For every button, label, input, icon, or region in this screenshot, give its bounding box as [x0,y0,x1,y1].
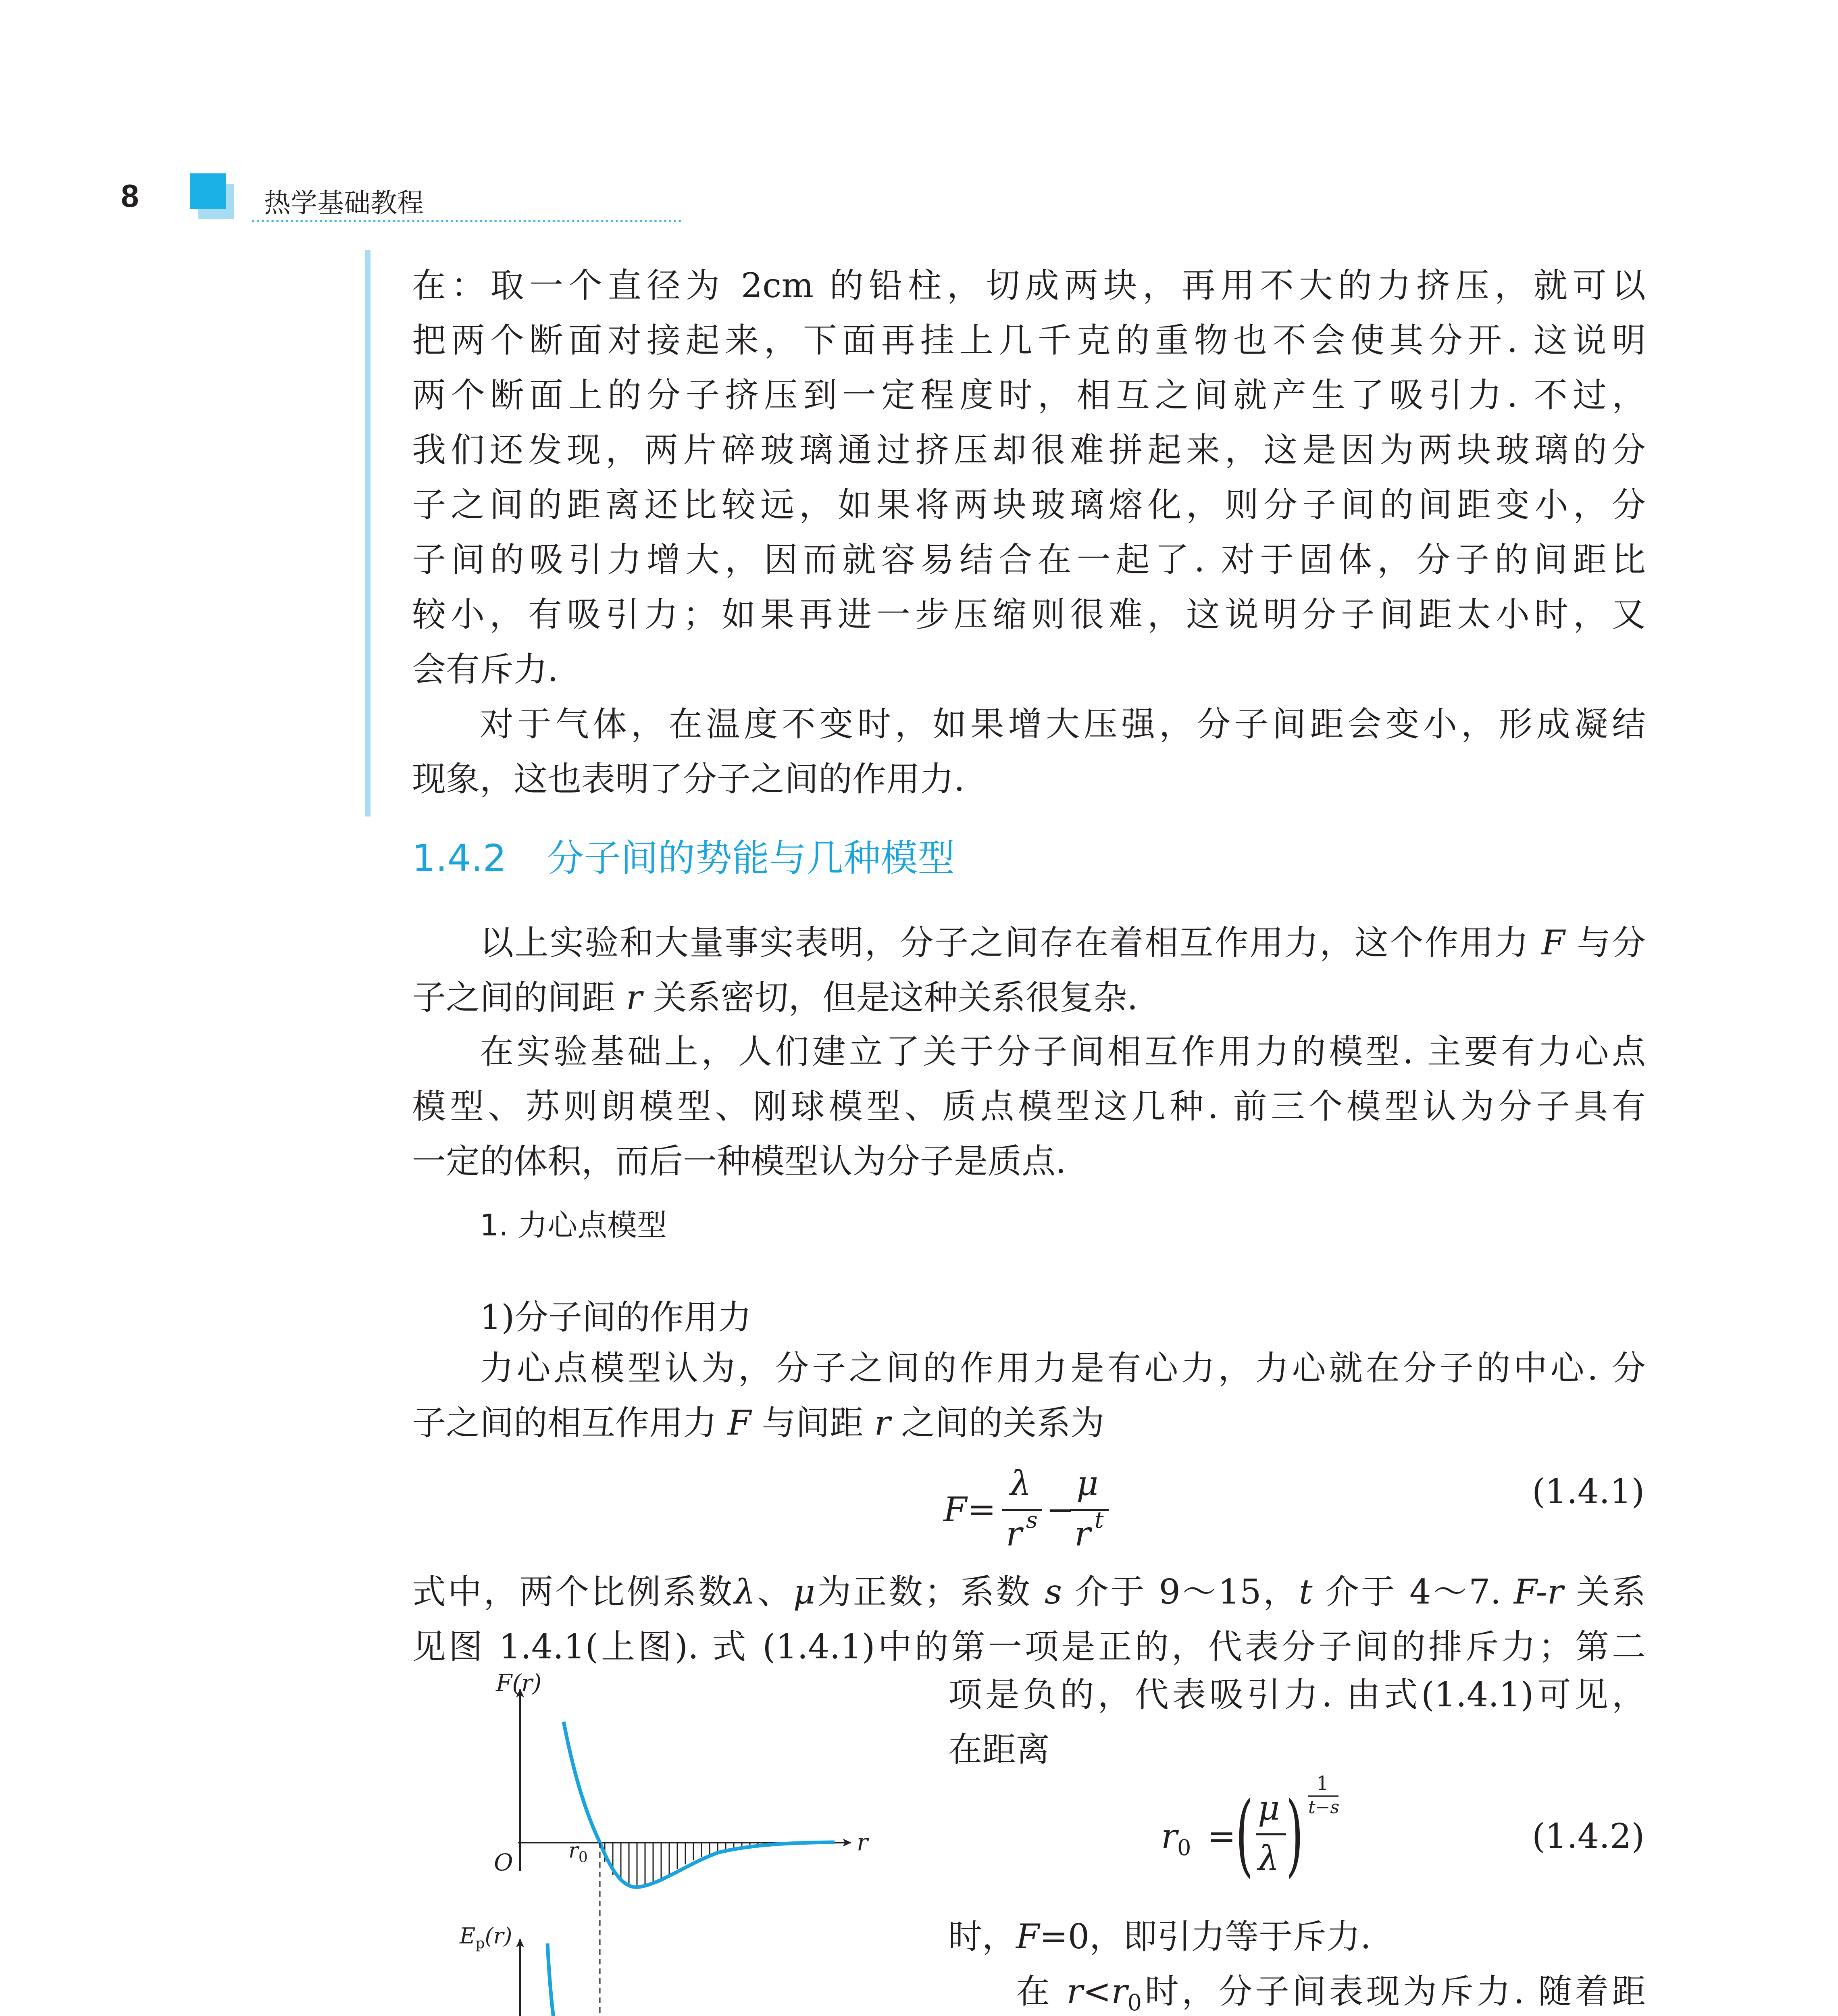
eq-numerator-lambda: λ [1010,1464,1032,1503]
text-line: 两个断面上的分子挤压到一定程度时，相互之间就产生了吸引力. 不过， [412,375,1646,415]
variable-mu: μ [793,1572,816,1612]
text-line [948,1909,1646,1964]
label-subscript: p [475,1935,485,1952]
eq-numerator-mu: μ [1076,1464,1099,1503]
section-number: 1.4.2 [412,837,507,880]
text-run: 以上实验和大量事实表明，分子之间存在着相互作用力，这个作用力 [480,923,1530,962]
text-line [412,1564,1646,1619]
force-curve [564,1722,835,1887]
header-decoration-square [190,173,226,209]
subsection-heading: 1. 力心点模型 [480,1208,667,1243]
text-line [412,970,1646,1025]
text-run: 时，分子间表现为斥力. 随着距 [1142,1972,1646,2011]
eq-numerator-mu: μ [1258,1788,1280,1828]
bottom-y-axis-label [460,1923,512,1952]
text-run: 之间的关系为 [901,1403,1105,1443]
eq-lhs-subscript: 0 [1177,1835,1191,1860]
variable-F: F [1016,1917,1040,1956]
potential-energy-curve [547,1943,835,2016]
equation-1-4-2 [1161,1772,1338,1893]
text-line: 模型、苏则朗模型、刚球模型、质点模型这几种. 前三个模型认为分子具有 [412,1087,1646,1126]
variable-r: r [874,1403,891,1443]
eq-denominator-lambda: λ [1258,1839,1280,1878]
text-run: 介于 9～15， [1074,1572,1299,1612]
equation-number: (1.4.1) [1532,1472,1645,1511]
eq-exponent-denominator: t−s [1308,1797,1340,1818]
text-line: 一定的体积，而后一种模型认为分子是质点. [412,1141,1066,1181]
text-run: 与分 [1577,923,1646,962]
text-run: 与间距 [762,1403,864,1443]
text-line: 力心点模型认为，分子之间的作用力是有心力，力心就在分子的中心. 分 [480,1348,1646,1388]
text-line: 对于气体，在温度不变时，如果增大压强，分子间距会变小，形成凝结 [480,704,1646,744]
eq-denominator-r: r [1006,1514,1022,1554]
subscript: 0 [1127,1989,1142,2016]
text-line: 在实验基础上，人们建立了关于分子间相互作用力的模型. 主要有力心点 [480,1032,1646,1071]
paragraph-4 [412,1024,1646,1189]
paragraph-2 [412,697,1646,806]
fraction-bar [1256,1833,1286,1835]
text-run: 关系 [1576,1572,1646,1612]
text-line [412,1395,1646,1450]
paragraph-5 [412,1341,1646,1450]
text-run: 为正数；系数 [815,1572,1032,1612]
figure-1-4-1 [435,1661,895,2016]
text-line: 现象，这也表明了分子之间的作用力. [412,759,965,799]
top-r0-label [568,1839,588,1866]
header-dotted-rule [252,220,681,222]
paragraph-3 [412,915,1646,1025]
variable-F: F [727,1403,751,1443]
text-line: 在距离 [948,1730,1050,1769]
right-column-text [948,1667,1646,1777]
variable-r: r [626,978,642,1017]
section-title: 分子间的势能与几种模型 [547,837,955,880]
top-y-axis-label [496,1669,541,1697]
eq-minus: − [1046,1490,1075,1529]
right-column-text-2 [948,1909,1646,2016]
variable-s: s [1045,1572,1062,1612]
eq-lhs [1161,1816,1191,1860]
paragraph-6 [412,1564,1646,1674]
text-run: 时， [948,1917,1016,1956]
subsubsection-heading: 1)分子间的作用力 [480,1297,752,1337]
variable-F: F [1541,923,1565,962]
text-run: 在 [1016,1972,1053,2011]
label-text: F(r) [496,1669,542,1697]
label-subscript: 0 [578,1849,588,1866]
variable-lambda: λ [734,1572,756,1612]
text-line: 我们还发现，两片碎玻璃通过挤压却很难拼起来，这是因为两块玻璃的分 [412,430,1646,470]
variable-F-r: F-r [1513,1572,1563,1612]
variable-t: t [1299,1572,1313,1612]
page-number: 8 [121,178,139,214]
text-line: 较小，有吸引力；如果再进一步压缩则很难，这说明分子间距太小时，又 [412,595,1646,634]
eq-exponent-s: s [1026,1507,1038,1533]
paragraph-1 [412,258,1646,697]
exponent-fraction-bar [1308,1795,1338,1797]
label-text: (r) [485,1923,512,1949]
left-paren: ( [1236,1783,1253,1886]
paragraph-side-bar [365,250,371,816]
text-run: =0，即引力等于斥力. [1039,1917,1371,1956]
right-paren: ) [1286,1783,1303,1886]
equation-1-4-1 [943,1464,1113,1556]
text-line: 见图 1.4.1(上图). 式 (1.4.1)中的第一项是正的，代表分子间的排斥力；第二 [412,1627,1646,1666]
label-text: r [568,1839,579,1863]
eq-exponent-numerator: 1 [1316,1772,1329,1795]
top-x-axis-label: r [857,1829,868,1856]
text-line [948,1964,1646,2016]
eq-lhs-F: F [943,1490,967,1529]
text-run: 介于 4～7. [1325,1572,1501,1612]
variable-r: r [1066,1972,1083,2011]
text-line [412,915,1646,970]
equation-number: (1.4.2) [1532,1816,1645,1856]
eq-denominator-r: r [1074,1514,1091,1554]
variable-r: r [1111,1972,1128,2011]
text-run: 式中，两个比例系数 [412,1572,734,1612]
text-line: 在：取一个直径为 2cm 的铅柱，切成两块，再用不大的力挤压，就可以 [412,266,1646,305]
top-origin-label: O [494,1849,513,1876]
text-run: 关系密切，但是这种关系很复杂. [653,978,1138,1017]
text-line: 把两个断面对接起来，下面再挂上几千克的重物也不会使其分开. 这说明 [412,321,1646,360]
eq-lhs-r: r [1161,1816,1178,1856]
text-run: 、 [756,1572,793,1612]
text-line: 会有斥力. [412,650,558,689]
book-title: 热学基础教程 [264,187,424,219]
eq-equals: = [1207,1816,1236,1856]
text-line: 子间的吸引力增大，因而就容易结合在一起了. 对于固体，分子的间距比 [412,540,1646,579]
text-line: 项是负的，代表吸引力. 由式(1.4.1)可见， [948,1675,1646,1714]
operator: < [1082,1972,1112,2011]
label-text: E [460,1923,476,1949]
text-run: 子之间的相互作用力 [412,1403,717,1443]
eq-exponent-t: t [1095,1507,1104,1533]
section-heading [412,829,955,882]
eq-equals: = [968,1490,996,1529]
text-run: 子之间的间距 [412,978,616,1017]
text-line: 子之间的距离还比较远，如果将两块玻璃熔化，则分子间的间距变小，分 [412,485,1646,525]
